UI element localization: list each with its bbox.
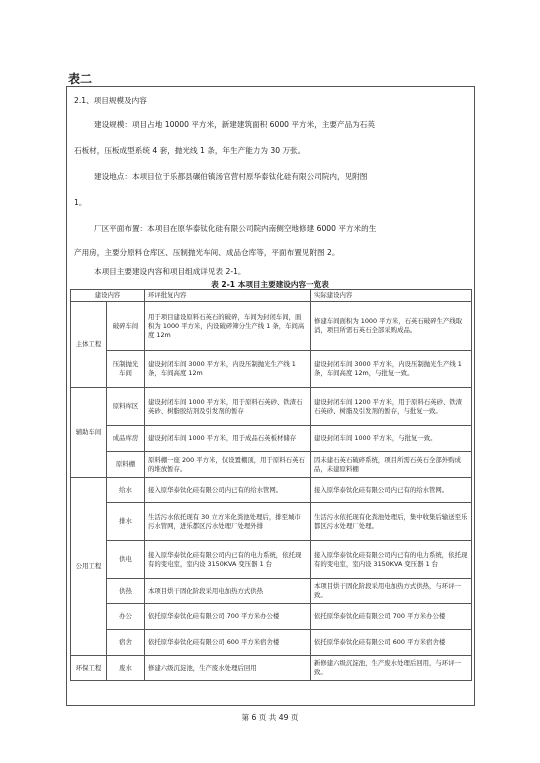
actual-cell: 接入原华泰钛化硅有限公司内已有的电力系统，依托现有的变电室，室内设 3150KVA 变压器 1 台 <box>311 541 472 579</box>
approved-cell: 依托原华泰钛化硅有限公司 700 平方米办公楼 <box>145 604 311 630</box>
item-cell: 宿舍 <box>107 630 145 656</box>
table-row <box>71 426 472 452</box>
actual-cell: 建设封闭车间 1200 平方米，用于原料石英砂、铁渣石英砂、树脂及引发剂的暂存，与批复一致。 <box>311 388 472 426</box>
table-row <box>71 478 472 503</box>
construction-content-table <box>70 289 472 681</box>
approved-cell: 原料棚一座 200 平方米，仅设置棚顶，用于原料石英石的堆放暂存。 <box>145 452 311 478</box>
header-construction-content: 建设内容 <box>71 290 145 302</box>
item-cell: 破碎车间 <box>107 302 145 351</box>
table-row <box>71 302 472 351</box>
item-cell: 给水 <box>107 478 145 503</box>
paragraph-line: 1。 <box>74 198 87 207</box>
approved-cell: 建设封闭车间 3000 平方米，内设压制抛光生产线 1 条，车间高度 12m <box>145 351 311 388</box>
item-cell: 供热 <box>107 579 145 604</box>
paragraph-line: 石板材，压板成型系统 4 套，抛光线 1 条，年生产能力为 30 万张。 <box>74 146 306 155</box>
table-row <box>71 656 472 681</box>
header-actual-content: 实际建设内容 <box>311 290 472 302</box>
actual-cell: 建设封闭车间 1000 平方米，与批复一致。 <box>311 426 472 452</box>
actual-cell: 本项目烘干固化阶段采用电加热方式供热，与环评一致。 <box>311 579 472 604</box>
approved-cell: 建设封闭车间 1000 平方米，用于原料石英砂、铁渣石英砂、树脂胶结剂及引发剂的暂存 <box>145 388 311 426</box>
item-cell: 废水 <box>107 656 145 681</box>
paragraph-line: 建设规模：项目占地 10000 平方米，新建建筑面积 6000 平方米，主要产品为石英 <box>94 120 375 129</box>
actual-cell: 新修建六级沉淀池，生产废水处理后回用，与环评一致。 <box>311 656 472 681</box>
approved-cell: 依托原华泰钛化硅有限公司 600 平方米宿舍楼 <box>145 630 311 656</box>
actual-cell: 依托原华泰钛化硅有限公司 700 平方米办公楼 <box>311 604 472 630</box>
actual-cell: 接入原华泰钛化硅有限公司内已有的给水管网。 <box>311 478 472 503</box>
item-cell: 办公 <box>107 604 145 630</box>
table-row <box>71 452 472 478</box>
approved-cell: 接入原华泰钛化硅有限公司内已有的电力系统，依托现有的变电室，室内设 3150KVA 变压器 1 台 <box>145 541 311 579</box>
approved-cell: 生活污水依托现有 30 立方米化粪池处理后，排至城市污水管网，进乐都区污水处理厂处理外排 <box>145 503 311 541</box>
table-row <box>71 630 472 656</box>
category-cell: 主体工程 <box>71 302 107 388</box>
item-cell: 成品库房 <box>107 426 145 452</box>
approved-cell: 建设封闭车间 1000 平方米，用于成品石英板材储存 <box>145 426 311 452</box>
category-cell: 辅助车间 <box>71 388 107 478</box>
item-cell: 压制抛光车间 <box>107 351 145 388</box>
header-approved-content: 环评批复内容 <box>145 290 311 302</box>
section-title: 2.1、项目规模及内容 <box>74 96 147 105</box>
actual-cell: 因未建石英石破碎系统，项目所需石英石全部外购成品，未建原料棚 <box>311 452 472 478</box>
paragraph-line: 厂区平面布置：本项目在原华泰钛化硅有限公司院内南侧空地修建 6000 平方米的生 <box>94 224 377 233</box>
table-header-row <box>71 290 472 302</box>
page-heading: 表二 <box>68 72 93 86</box>
table-row <box>71 351 472 388</box>
table-row <box>71 541 472 579</box>
approved-cell: 本项目烘干固化阶段采用电加热方式供热 <box>145 579 311 604</box>
actual-cell: 依托原华泰钛化硅有限公司 600 平方米宿舍楼 <box>311 630 472 656</box>
paragraph-line: 建设地点：本项目位于乐都县碾伯镇汤官营村原华泰钛化硅有限公司院内，见附图 <box>94 172 368 181</box>
table-row <box>71 579 472 604</box>
item-cell: 供电 <box>107 541 145 579</box>
item-cell: 原料库区 <box>107 388 145 426</box>
table-row <box>71 604 472 630</box>
page-number: 第 6 页 共 49 页 <box>241 713 299 722</box>
table-caption: 表 2-1 本项目主要建设内容一览表 <box>211 280 329 289</box>
category-cell: 环保工程 <box>71 656 107 681</box>
actual-cell: 修建车间面积为 1000 平方米，石英石破碎生产线取消，项目所需石英石全部采购成品。 <box>311 302 472 351</box>
table-row <box>71 503 472 541</box>
category-cell: 公用工程 <box>71 478 107 656</box>
approved-cell: 修建六级沉淀池，生产废水处理后回用 <box>145 656 311 681</box>
actual-cell: 生活污水依托现有化粪池处理后，集中收集后输送至乐都区污水处理厂处理。 <box>311 503 472 541</box>
actual-cell: 建设封闭车间 3000 平方米，内设压制抛光生产线 1 条，车间高度 12m，与批复一致。 <box>311 351 472 388</box>
item-cell: 原料棚 <box>107 452 145 478</box>
item-cell: 排水 <box>107 503 145 541</box>
approved-cell: 用于项目建设原料石英石的破碎，车间为封闭车间，面积为 1000 平方米，内设破碎筛分生产线 1 条，车间高度 12m <box>145 302 311 351</box>
paragraph-line: 产用房，主要分原料仓库区、压制抛光车间、成品仓库等，平面布置见附图 2。 <box>74 248 340 257</box>
table-row <box>71 388 472 426</box>
approved-cell: 接入原华泰钛化硅有限公司内已有的给水管网。 <box>145 478 311 503</box>
paragraph-line: 本项目主要建设内容和项目组成详见表 2-1。 <box>94 267 246 276</box>
